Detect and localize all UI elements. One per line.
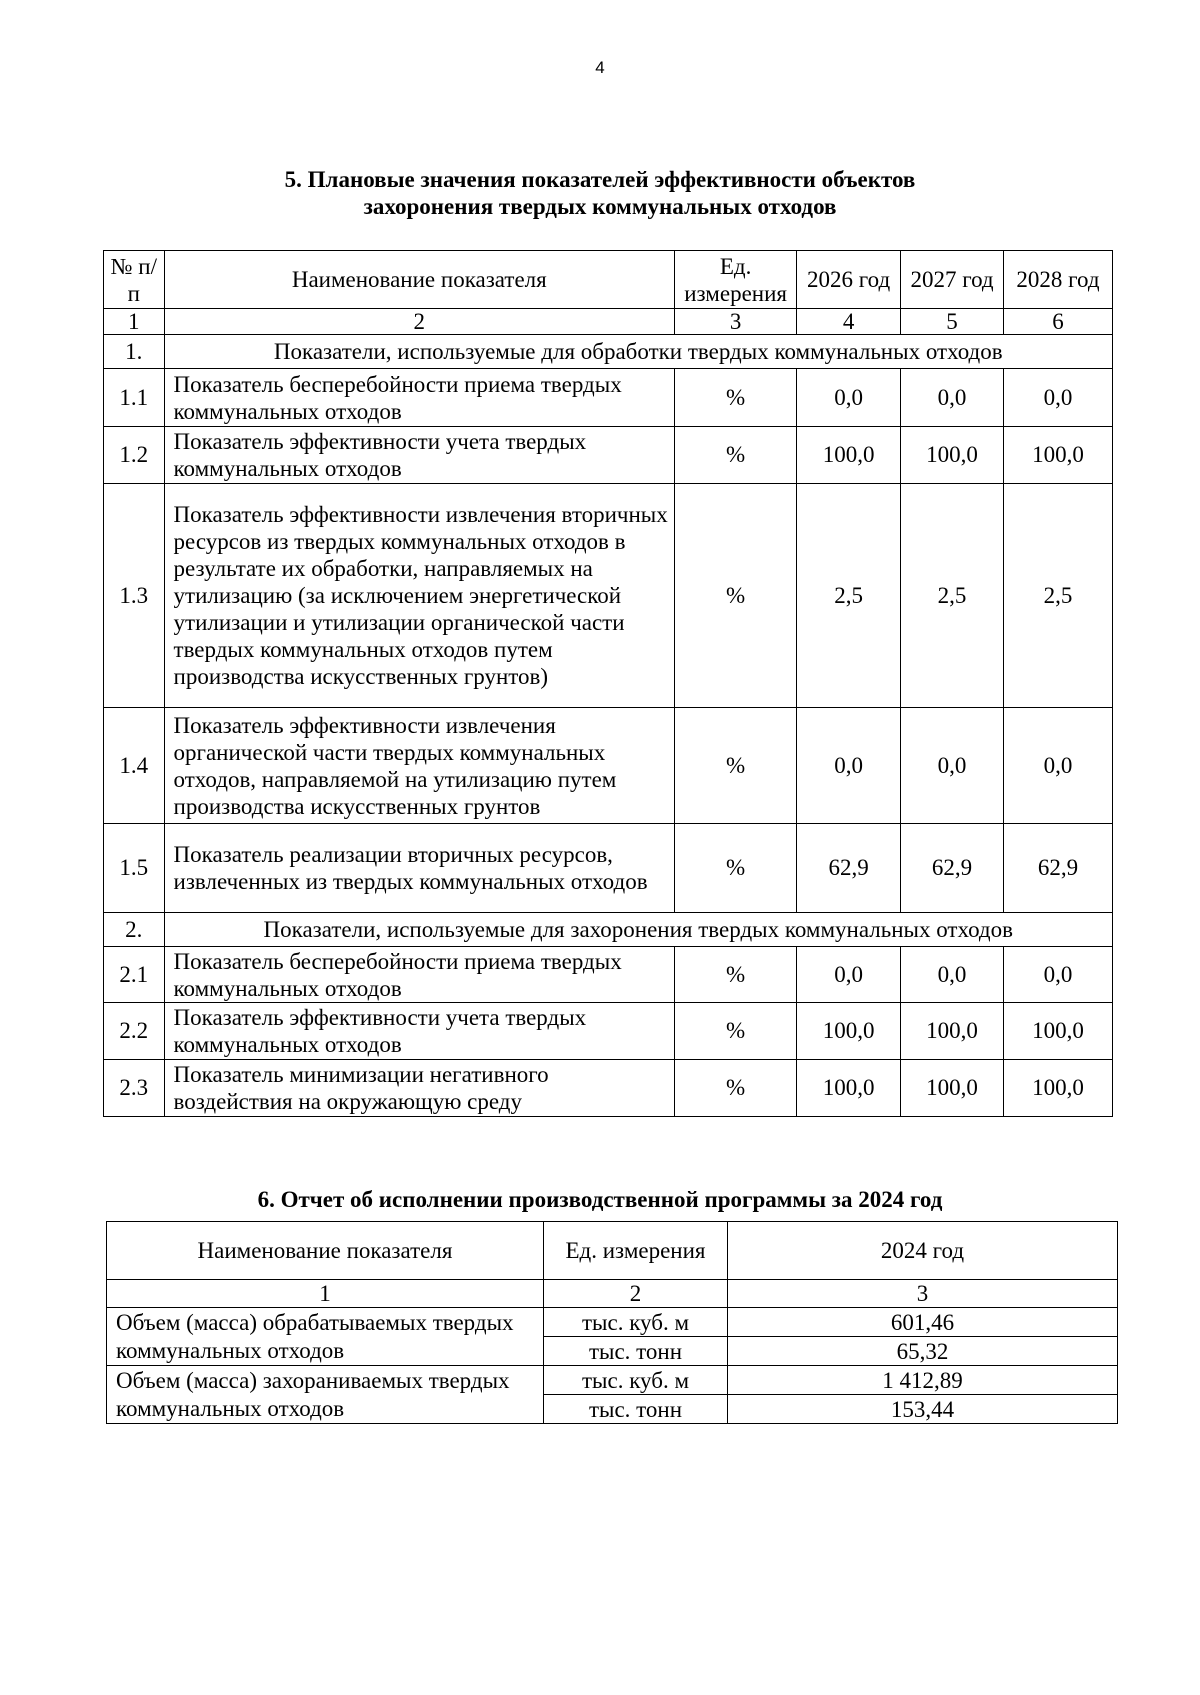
group-title: Показатели, используемые для обработки твердых коммунальных отходов (164, 335, 1112, 369)
row-unit: % (675, 708, 797, 824)
row-num: 1.3 (104, 484, 165, 708)
col-number: 1 (104, 309, 165, 335)
row-num: 1.4 (104, 708, 165, 824)
row-value-2028: 0,0 (1003, 369, 1112, 427)
row-unit: % (675, 369, 797, 427)
row-value: 1 412,89 (728, 1366, 1118, 1395)
row-name: Показатель бесперебойности приема твердых коммунальных отходов (164, 369, 675, 427)
table-row (104, 1060, 1113, 1117)
row-value-2028: 62,9 (1003, 824, 1112, 913)
group-title: Показатели, используемые для захоронения твердых коммунальных отходов (164, 913, 1112, 947)
header-name: Наименование показателя (107, 1222, 544, 1280)
row-num: 2.2 (104, 1003, 165, 1060)
row-value-2026: 0,0 (797, 369, 901, 427)
group-num: 2. (104, 913, 165, 947)
row-value: 65,32 (728, 1337, 1118, 1366)
table-row (104, 369, 1113, 427)
row-name: Показатель реализации вторичных ресурсов, извлеченных из твердых коммунальных отходов (164, 824, 675, 913)
page-number: 4 (595, 58, 605, 77)
report-table (106, 1221, 1118, 1424)
row-value-2026: 100,0 (797, 427, 901, 484)
row-value-2026: 62,9 (797, 824, 901, 913)
row-unit: тыс. куб. м (544, 1366, 728, 1395)
row-name: Показатель эффективности извлечения органической части твердых коммунальных отходов, направляемой на утилизацию путем производства искусственных грунтов (164, 708, 675, 824)
row-value-2028: 0,0 (1003, 708, 1112, 824)
table-row (104, 427, 1113, 484)
targets-table (103, 250, 1113, 1117)
row-unit: % (675, 824, 797, 913)
column-number-row (107, 1280, 1118, 1308)
header-year: 2024 год (728, 1222, 1118, 1280)
header-row (107, 1222, 1118, 1280)
row-unit: тыс. тонн (544, 1337, 728, 1366)
row-value: 601,46 (728, 1308, 1118, 1337)
row-value-2027: 2,5 (901, 484, 1004, 708)
table-row (104, 947, 1113, 1003)
row-value-2027: 62,9 (901, 824, 1004, 913)
row-unit: % (675, 947, 797, 1003)
row-num: 1.2 (104, 427, 165, 484)
row-value-2026: 0,0 (797, 947, 901, 1003)
group-num: 1. (104, 335, 165, 369)
row-num: 2.1 (104, 947, 165, 1003)
row-value-2026: 100,0 (797, 1003, 901, 1060)
row-name: Показатель эффективности извлечения вторичных ресурсов из твердых коммунальных отходов в результате их обработки, направляемых на утилизацию (за исключением энергетической утилизации и утилизации органической части твердых коммунальных отходов путем производства искусственных грунтов) (164, 484, 675, 708)
column-number-row (104, 309, 1113, 335)
row-value-2028: 100,0 (1003, 427, 1112, 484)
table-row (104, 1003, 1113, 1060)
row-name: Показатель эффективности учета твердых коммунальных отходов (164, 427, 675, 484)
row-unit: % (675, 1003, 797, 1060)
section5-title-line2: захоронения твердых коммунальных отходов (363, 194, 837, 219)
row-value-2026: 100,0 (797, 1060, 901, 1117)
row-name: Объем (масса) захораниваемых твердых коммунальных отходов (107, 1366, 544, 1424)
section5-title (0, 166, 1200, 220)
header-2028: 2028 год (1003, 251, 1112, 309)
col-number: 2 (164, 309, 675, 335)
section6-title: 6. Отчет об исполнении производственной программы за 2024 год (257, 1187, 943, 1212)
group-row-processing (104, 335, 1113, 369)
row-name: Объем (масса) обрабатываемых твердых коммунальных отходов (107, 1308, 544, 1366)
header-unit: Ед. измерения (544, 1222, 728, 1280)
table-row (104, 708, 1113, 824)
row-value-2027: 0,0 (901, 947, 1004, 1003)
row-unit: тыс. куб. м (544, 1308, 728, 1337)
header-2026: 2026 год (797, 251, 901, 309)
col-number: 4 (797, 309, 901, 335)
row-num: 1.1 (104, 369, 165, 427)
table-row (104, 484, 1113, 708)
row-value-2028: 2,5 (1003, 484, 1112, 708)
row-unit: тыс. тонн (544, 1395, 728, 1424)
row-value-2026: 2,5 (797, 484, 901, 708)
section5-title-line1: 5. Плановые значения показателей эффективности объектов (284, 167, 916, 192)
col-number: 3 (728, 1280, 1118, 1308)
header-unit: Ед. измерения (675, 251, 797, 309)
header-2027: 2027 год (901, 251, 1004, 309)
col-number: 5 (901, 309, 1004, 335)
row-name: Показатель эффективности учета твердых коммунальных отходов (164, 1003, 675, 1060)
row-value-2026: 0,0 (797, 708, 901, 824)
table-row (107, 1308, 1118, 1337)
row-name: Показатель бесперебойности приема твердых коммунальных отходов (164, 947, 675, 1003)
row-unit: % (675, 427, 797, 484)
row-num: 1.5 (104, 824, 165, 913)
header-row (104, 251, 1113, 309)
row-unit: % (675, 1060, 797, 1117)
col-number: 1 (107, 1280, 544, 1308)
table-row (104, 824, 1113, 913)
col-number: 6 (1003, 309, 1112, 335)
row-value-2027: 100,0 (901, 427, 1004, 484)
table-row (107, 1366, 1118, 1395)
col-number: 2 (544, 1280, 728, 1308)
group-row-disposal (104, 913, 1113, 947)
row-name: Показатель минимизации негативного воздействия на окружающую среду (164, 1060, 675, 1117)
row-value-2027: 100,0 (901, 1003, 1004, 1060)
row-num: 2.3 (104, 1060, 165, 1117)
row-value-2028: 100,0 (1003, 1003, 1112, 1060)
row-value-2027: 0,0 (901, 369, 1004, 427)
row-value-2027: 0,0 (901, 708, 1004, 824)
row-value-2027: 100,0 (901, 1060, 1004, 1117)
row-value-2028: 0,0 (1003, 947, 1112, 1003)
col-number: 3 (675, 309, 797, 335)
header-num: № п/п (104, 251, 165, 309)
header-name: Наименование показателя (164, 251, 675, 309)
row-unit: % (675, 484, 797, 708)
row-value: 153,44 (728, 1395, 1118, 1424)
row-value-2028: 100,0 (1003, 1060, 1112, 1117)
